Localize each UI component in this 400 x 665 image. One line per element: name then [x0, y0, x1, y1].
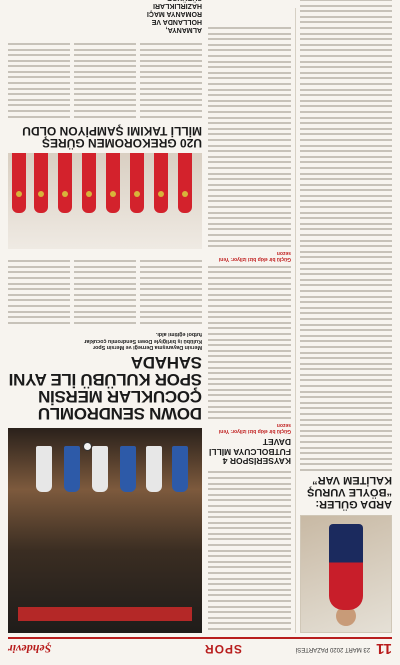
mid-subhead-1: Güçlü bir ekip bizi izliyor: Yeni sezon	[218, 421, 291, 434]
masthead	[8, 637, 392, 659]
main-body-text	[8, 257, 202, 327]
section-label: SPOR	[203, 642, 242, 656]
mid-body-bottom	[208, 27, 291, 247]
main-area	[8, 2, 202, 633]
main-headline: DOWN SENDROMLU ÇOCUKLAR MERSİN SPOR KULÜBÜ İLE AYNI SAHADA	[9, 353, 202, 423]
wrestling-body-text	[8, 39, 202, 120]
player-photo	[300, 515, 392, 633]
mid-body-middle	[208, 266, 291, 419]
left-body-text	[300, 0, 392, 471]
main-intro: Mersin Dayanışma Derneği ve Mersin Spor Kulübü iş birliğiyle Down Sendromlu çocuklar futbol eğitimi aldı.	[84, 331, 202, 350]
football-hero-photo	[8, 428, 202, 633]
newspaper-logo: Şehdevir	[8, 642, 52, 657]
mid-subhead-2: Güçlü bir ekip bizi izliyor: Yeni sezon	[218, 250, 291, 263]
left-headline: ARDA GÜLER: “BÖYLE VURUŞ KALİTEM VAR”	[307, 474, 392, 510]
middle-column	[208, 8, 296, 633]
side-headline: ALMANYA, HOLLANDA VE ROMANYA MAÇI HAZIRLIKLARI	[146, 2, 202, 34]
wrestling-headline: U20 GREKOROMEN GÜREŞ MİLLİ TAKIMI ŞAMPİYON OLDU	[22, 123, 202, 150]
page-date: 23 MART 2020 PAZARTESİ	[295, 646, 371, 652]
page-number: 11	[376, 640, 392, 658]
mid-headline: KAYSERİSPOR 4 FUTBOLCUYA MİLLİ DAVET	[208, 437, 291, 467]
wrestling-team-photo	[8, 153, 202, 249]
left-column	[300, 8, 392, 633]
mid-body-top	[208, 471, 291, 630]
